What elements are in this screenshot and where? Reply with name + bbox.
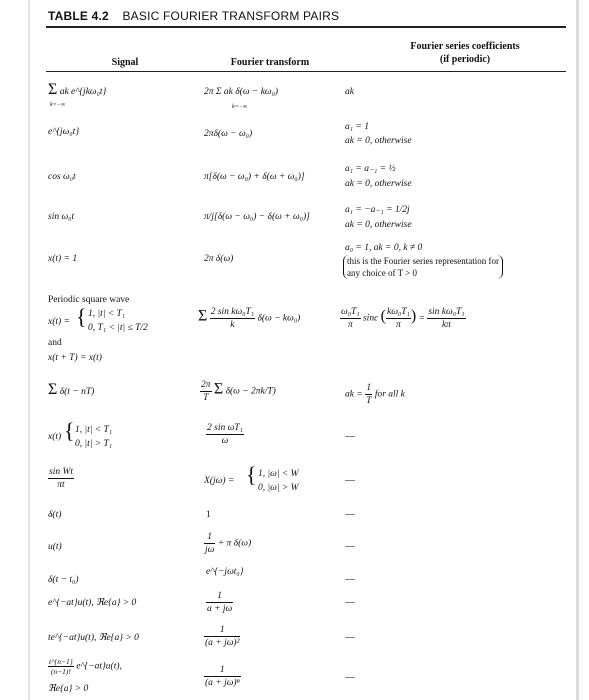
header-coefficients: Fourier series coefficients xyxy=(410,41,520,52)
table-caption: BASIC FOURIER TRANSFORM PAIRS xyxy=(122,9,340,23)
r1-transform: 2π Σ ak δ(ω − kω₀) xyxy=(204,87,279,97)
r6-brace: { xyxy=(76,304,87,329)
r14-signal: te^{−at}u(t), ℜe{a} > 0 xyxy=(48,633,139,643)
header-rule xyxy=(46,71,566,72)
r6-transform: Σ $\frac{\text{2 sin kω₀T₁}}{k}$ δ(ω − kω₀) xyxy=(198,307,301,330)
r10-transform: 1 xyxy=(206,510,211,520)
r14-transform: $\frac{1}{\text{(a + jω)²}}$ xyxy=(205,625,240,648)
r1-signal-sub: k=−∞ xyxy=(50,102,66,108)
r9-coeff: — xyxy=(345,475,355,486)
r5-signal: x(t) = 1 xyxy=(48,254,78,264)
r6-label: Periodic square wave xyxy=(48,295,130,305)
r8-coeff: — xyxy=(345,431,355,442)
r12-coeff: — xyxy=(345,574,355,585)
r15-signal-line2: ℜe{a} > 0 xyxy=(48,684,89,694)
page-left-edge xyxy=(28,0,30,700)
table-number: TABLE 4.2 xyxy=(48,9,109,23)
r2-signal: e^{jω₀t} xyxy=(48,127,80,137)
r5-coeff-note: this is the Fourier series representation for any choice of T > 0 xyxy=(343,255,503,280)
r6-period: x(t + T) = x(t) xyxy=(48,353,102,363)
r8-brace: { xyxy=(64,418,75,443)
r10-signal: δ(t) xyxy=(48,510,62,520)
r7-coeff: ak = $\frac{1}{T}$ for all k xyxy=(345,383,405,406)
r4-transform: π/j[δ(ω − ω₀) − δ(ω + ω₀)] xyxy=(204,212,310,222)
r5-transform: 2π δ(ω) xyxy=(204,254,234,264)
r6-case-2: 0, T₁ < |t| ≤ T/2 xyxy=(88,323,148,333)
r13-transform: $\frac{1}{a + j\omega}$ xyxy=(207,591,233,614)
r8-transform: $\frac{\text{2 sin ωT₁}}{\omega}$ xyxy=(207,423,243,446)
r9-case-1: 1, |ω| < W xyxy=(258,469,299,479)
r3-signal: cos ω₀t xyxy=(48,172,76,182)
r13-coeff: — xyxy=(345,597,355,608)
r6-signal-lhs: x(t) = xyxy=(48,317,70,327)
page-right-edge xyxy=(576,0,579,700)
r11-coeff: — xyxy=(345,541,355,552)
r10-coeff: — xyxy=(345,509,355,520)
r6-and: and xyxy=(48,338,62,348)
r11-transform: $\frac{1}{j\omega}$ + π δ(ω) xyxy=(205,532,252,555)
r9-brace: { xyxy=(246,462,257,487)
r4-coeff-1: a₁ = −a₋₁ = 1/2j xyxy=(345,205,410,215)
r3-coeff-1: a₁ = a₋₁ = ½ xyxy=(345,164,396,174)
r5-coeff-1: a₀ = 1, ak = 0, k ≠ 0 xyxy=(345,243,423,253)
r15-transform: $\frac{1}{\text{(a + jω)ⁿ}}$ xyxy=(205,665,240,688)
r4-signal: sin ω₀t xyxy=(48,212,75,222)
r3-coeff-2: ak = 0, otherwise xyxy=(345,179,412,189)
r8-case-1: 1, |t| < T₁ xyxy=(75,425,113,435)
r6-coeff: $\frac{\text{ω₀T₁}}{\pi}$ sinc ( $\frac{\text{kω₀T₁}}{\pi}$ ) = $\frac{\text{sin kω₀T₁}}{k\pi}$ xyxy=(341,307,465,330)
r15-coeff: — xyxy=(345,672,355,683)
r1-coeff: ak xyxy=(345,87,354,97)
r1-transform-sub: k=−∞ xyxy=(232,104,248,110)
r3-transform: π[δ(ω − ω₀) + δ(ω + ω₀)] xyxy=(204,172,305,182)
r9-case-2: 0, |ω| > W xyxy=(258,483,299,493)
r15-signal: $\frac{t\^{}\{n-1\}}{(n-1)!}$ e^{−at}u(t), xyxy=(49,657,122,676)
table-title xyxy=(48,9,339,23)
r6-case-1: 1, |t| < T₁ xyxy=(88,309,126,319)
r8-case-2: 0, |t| > T₁ xyxy=(75,439,113,449)
r14-coeff: — xyxy=(345,632,355,643)
r7-signal: Σ δ(t − nT) xyxy=(48,381,95,398)
table-page xyxy=(40,0,574,700)
r13-signal: e^{−at}u(t), ℜe{a} > 0 xyxy=(48,598,137,608)
r12-transform: e^{−jωt₀} xyxy=(206,567,244,577)
r2-coeff-1: a₁ = 1 xyxy=(345,122,369,132)
r1-signal: Σ ak e^{jkω₀t} xyxy=(48,81,107,98)
r9-signal: $\frac{\text{sin Wt}}{\pi t}$ xyxy=(49,467,74,490)
header-transform: Fourier transform xyxy=(230,57,310,68)
top-rule xyxy=(46,26,566,28)
r12-signal: δ(t − t₀) xyxy=(48,575,79,585)
r8-signal-lhs: x(t) xyxy=(48,432,62,442)
r7-transform: $\frac{2\pi}{T}$ Σ δ(ω − 2πk/T) xyxy=(201,380,276,403)
r2-transform: 2πδ(ω − ω₀) xyxy=(204,129,253,139)
r9-transform-lhs: X(jω) = xyxy=(204,476,235,486)
header-periodic: (if periodic) xyxy=(439,54,491,65)
r11-signal: u(t) xyxy=(48,542,62,552)
header-signal: Signal xyxy=(111,57,139,68)
r4-coeff-2: ak = 0, otherwise xyxy=(345,220,412,230)
r2-coeff-2: ak = 0, otherwise xyxy=(345,136,412,146)
